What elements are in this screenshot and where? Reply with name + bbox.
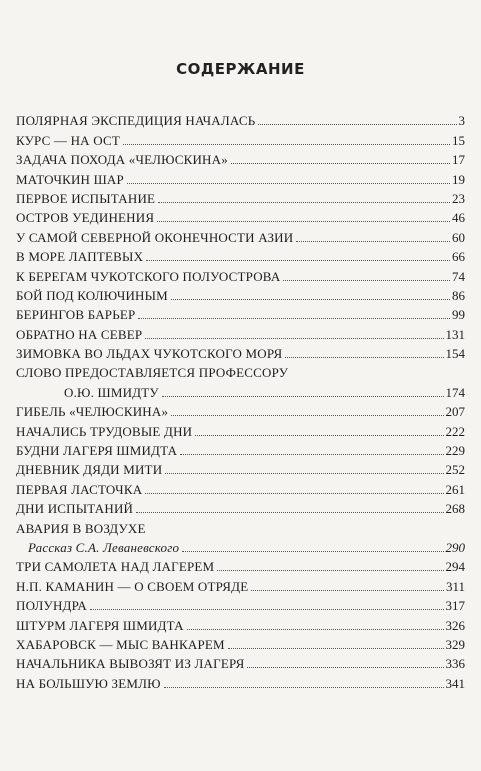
- toc-entry: [16, 536, 465, 555]
- dot-leader: [123, 144, 450, 145]
- toc-entry-title: ПОЛЯРНАЯ ЭКСПЕДИЦИЯ НАЧАЛАСЬ: [16, 113, 256, 129]
- toc-entry: [16, 109, 465, 128]
- toc-entry-page-number: 174: [445, 384, 465, 400]
- toc-entry-page-number: 99: [452, 307, 465, 323]
- dot-leader: [127, 183, 450, 184]
- dot-leader: [158, 202, 450, 203]
- toc-entry-title: КУРС — НА ОСТ: [16, 132, 120, 148]
- dot-leader: [138, 318, 450, 319]
- toc-entry-page-number: 294: [445, 559, 465, 575]
- dot-leader: [285, 357, 443, 358]
- dot-leader: [187, 629, 444, 630]
- dot-leader: [217, 570, 443, 571]
- dot-leader: [283, 280, 450, 281]
- dot-leader: [165, 473, 443, 474]
- toc-entry-page-number: 252: [445, 462, 465, 478]
- toc-entry-page-number: 341: [445, 675, 465, 691]
- toc-entry: [16, 671, 465, 690]
- dot-leader: [228, 648, 444, 649]
- toc-entry-page-number: 131: [445, 326, 465, 342]
- toc-entry-page-number: 329: [445, 636, 465, 652]
- toc-entry-title: БЕРИНГОВ БАРЬЕР: [16, 307, 136, 323]
- toc-entry: [16, 419, 465, 438]
- toc-entry: [16, 613, 465, 632]
- toc-entry: [16, 477, 465, 496]
- toc-entry: [16, 574, 465, 593]
- toc-entry-page-number: 15: [452, 132, 465, 148]
- toc-entry-title: В МОРЕ ЛАПТЕВЫХ: [16, 249, 144, 265]
- toc-entry-page-number: 154: [445, 346, 465, 362]
- toc-entry-title: ПОЛУНДРА: [16, 598, 87, 614]
- dot-leader: [251, 590, 444, 591]
- toc-entry-page-number: 86: [452, 287, 465, 303]
- toc-entry-title: Рассказ С.А. Леваневского: [28, 539, 180, 555]
- toc-entry-title: ШТУРМ ЛАГЕРЯ ШМИДТА: [16, 617, 184, 633]
- toc-entry-page-number: 317: [445, 598, 465, 614]
- toc-entry-title: ЗИМОВКА ВО ЛЬДАХ ЧУКОТСКОГО МОРЯ: [16, 346, 283, 362]
- toc-entry-page-number: 19: [452, 171, 465, 187]
- toc-entry-page-number: 336: [445, 656, 465, 672]
- toc-entry-title: НАЧАЛИСЬ ТРУДОВЫЕ ДНИ: [16, 423, 193, 439]
- toc-entry: [16, 225, 465, 244]
- toc-entry-title: О.Ю. ШМИДТУ: [64, 384, 159, 400]
- dot-leader: [258, 124, 456, 125]
- dot-leader: [171, 415, 443, 416]
- toc-entry-page-number: 229: [445, 443, 465, 459]
- toc-entry-title: ПЕРВОЕ ИСПЫТАНИЕ: [16, 190, 156, 206]
- toc-entry: [16, 633, 465, 652]
- page-title: СОДЕРЖАНИЕ: [176, 60, 305, 78]
- toc-entry: [16, 555, 465, 574]
- dot-leader: [146, 260, 450, 261]
- dot-leader: [247, 667, 443, 668]
- toc-entry: [16, 439, 465, 458]
- toc-entry-title: Н.П. КАМАНИН — О СВОЕМ ОТРЯДЕ: [16, 578, 249, 594]
- toc-entry-page-number: 268: [445, 501, 465, 517]
- dot-leader: [145, 338, 443, 339]
- toc-entry: [16, 400, 465, 419]
- table-of-contents: [16, 109, 465, 691]
- toc-entry-title: ТРИ САМОЛЕТА НАД ЛАГЕРЕМ: [16, 559, 215, 575]
- toc-entry: [16, 380, 465, 399]
- toc-entry-title: ОБРАТНО НА СЕВЕР: [16, 326, 143, 342]
- toc-entry-title: ОСТРОВ УЕДИНЕНИЯ: [16, 210, 155, 226]
- toc-entry-page-number: 290: [445, 539, 465, 555]
- toc-entry: [16, 361, 465, 380]
- toc-entry-title: К БЕРЕГАМ ЧУКОТСКОГО ПОЛУОСТРОВА: [16, 268, 281, 284]
- toc-entry-title: НАЧАЛЬНИКА ВЫВОЗЯТ ИЗ ЛАГЕРЯ: [16, 656, 245, 672]
- toc-entry-title: НА БОЛЬШУЮ ЗЕМЛЮ: [16, 675, 161, 691]
- dot-leader: [136, 512, 443, 513]
- toc-entry-page-number: 66: [452, 249, 465, 265]
- dot-leader: [157, 221, 450, 222]
- toc-entry-title: ПЕРВАЯ ЛАСТОЧКА: [16, 481, 143, 497]
- toc-entry: [16, 458, 465, 477]
- dot-leader: [296, 241, 450, 242]
- toc-entry: [16, 264, 465, 283]
- toc-entry: [16, 187, 465, 206]
- toc-entry: [16, 594, 465, 613]
- dot-leader: [182, 551, 443, 552]
- toc-entry-page-number: 3: [458, 113, 465, 129]
- toc-entry-title: У САМОЙ СЕВЕРНОЙ ОКОНЕЧНОСТИ АЗИИ: [16, 229, 294, 245]
- dot-leader: [162, 396, 444, 397]
- toc-entry: [16, 516, 465, 535]
- dot-leader: [180, 454, 443, 455]
- toc-entry-page-number: 23: [452, 190, 465, 206]
- toc-entry-title: ГИБЕЛЬ «ЧЕЛЮСКИНА»: [16, 404, 169, 420]
- toc-entry-title: ДНИ ИСПЫТАНИЙ: [16, 501, 134, 517]
- toc-entry: [16, 322, 465, 341]
- toc-entry: [16, 167, 465, 186]
- dot-leader: [195, 435, 443, 436]
- toc-entry: [16, 245, 465, 264]
- toc-entry: [16, 342, 465, 361]
- toc-entry: [16, 148, 465, 167]
- toc-entry-page-number: 207: [445, 404, 465, 420]
- toc-entry-title: ДНЕВНИК ДЯДИ МИТИ: [16, 462, 163, 478]
- toc-entry-title: МАТОЧКИН ШАР: [16, 171, 124, 187]
- toc-entry: [16, 652, 465, 671]
- toc-entry: [16, 497, 465, 516]
- dot-leader: [90, 609, 444, 610]
- toc-entry-title: БУДНИ ЛАГЕРЯ ШМИДТА: [16, 443, 178, 459]
- toc-entry: [16, 303, 465, 322]
- toc-entry-page-number: 74: [452, 268, 465, 284]
- toc-entry-page-number: 60: [452, 229, 465, 245]
- toc-entry: [16, 206, 465, 225]
- toc-entry-page-number: 326: [445, 617, 465, 633]
- toc-entry-page-number: 311: [445, 578, 465, 594]
- toc-entry-title: АВАРИЯ В ВОЗДУХЕ: [16, 520, 146, 536]
- dot-leader: [145, 493, 443, 494]
- toc-entry-page-number: 261: [445, 481, 465, 497]
- dot-leader: [171, 299, 450, 300]
- toc-entry-title: СЛОВО ПРЕДОСТАВЛЯЕТСЯ ПРОФЕССОРУ: [16, 365, 289, 381]
- toc-entry-title: БОЙ ПОД КОЛЮЧИНЫМ: [16, 287, 168, 303]
- toc-entry-page-number: 46: [452, 210, 465, 226]
- toc-entry: [16, 284, 465, 303]
- toc-entry: [16, 128, 465, 147]
- toc-entry-title: ЗАДАЧА ПОХОДА «ЧЕЛЮСКИНА»: [16, 152, 228, 168]
- toc-entry-title: ХАБАРОВСК — МЫС ВАНКАРЕМ: [16, 636, 225, 652]
- dot-leader: [164, 687, 444, 688]
- dot-leader: [231, 163, 450, 164]
- toc-entry-page-number: 17: [452, 152, 465, 168]
- toc-entry-page-number: 222: [445, 423, 465, 439]
